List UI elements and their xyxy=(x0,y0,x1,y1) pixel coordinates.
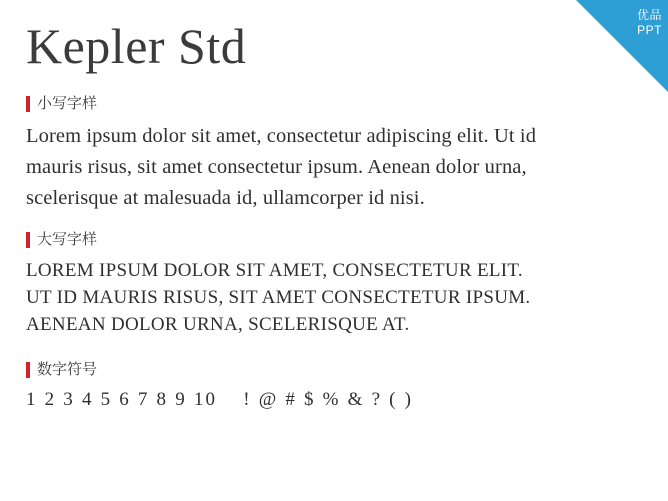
section-label: 大写字样 xyxy=(37,231,98,248)
sample-text-lowercase xyxy=(26,121,642,214)
ribbon-label-line1: 优品 xyxy=(636,8,662,22)
accent-bar-icon xyxy=(26,232,30,248)
section-label: 数字符号 xyxy=(37,361,98,378)
sample-line: scelerisque at malesuada id, ullamcorper id nisi. xyxy=(26,187,425,209)
page-title: Kepler Std xyxy=(26,18,247,74)
section-numerals xyxy=(26,362,642,413)
section-heading-lowercase xyxy=(26,96,642,112)
section-heading-numerals xyxy=(26,362,642,378)
sample-line: mauris risus, sit amet consectetur ipsum. Aenean dolor urna, xyxy=(26,156,527,178)
sample-symbols: ! @ # $ % & ? ( ) xyxy=(243,389,414,410)
section-heading-uppercase xyxy=(26,232,642,248)
section-lowercase xyxy=(26,96,642,214)
accent-bar-icon xyxy=(26,362,30,378)
section-label: 小写字样 xyxy=(37,95,98,112)
sample-digits: 1 2 3 4 5 6 7 8 9 10 xyxy=(26,389,218,410)
sample-text-uppercase xyxy=(26,257,642,338)
sample-line: LOREM IPSUM DOLOR SIT AMET, CONSECTETUR ELIT. xyxy=(26,260,523,281)
section-uppercase xyxy=(26,232,642,338)
ribbon-label-line2: PPT xyxy=(637,23,662,37)
sample-line: AENEAN DOLOR URNA, SCELERISQUE AT. xyxy=(26,314,410,335)
sample-line: UT ID MAURIS RISUS, SIT AMET CONSECTETUR IPSUM. xyxy=(26,287,531,308)
accent-bar-icon xyxy=(26,96,30,112)
sample-text-numerals xyxy=(26,387,642,413)
sample-line: Lorem ipsum dolor sit amet, consectetur adipiscing elit. Ut id xyxy=(26,125,537,147)
